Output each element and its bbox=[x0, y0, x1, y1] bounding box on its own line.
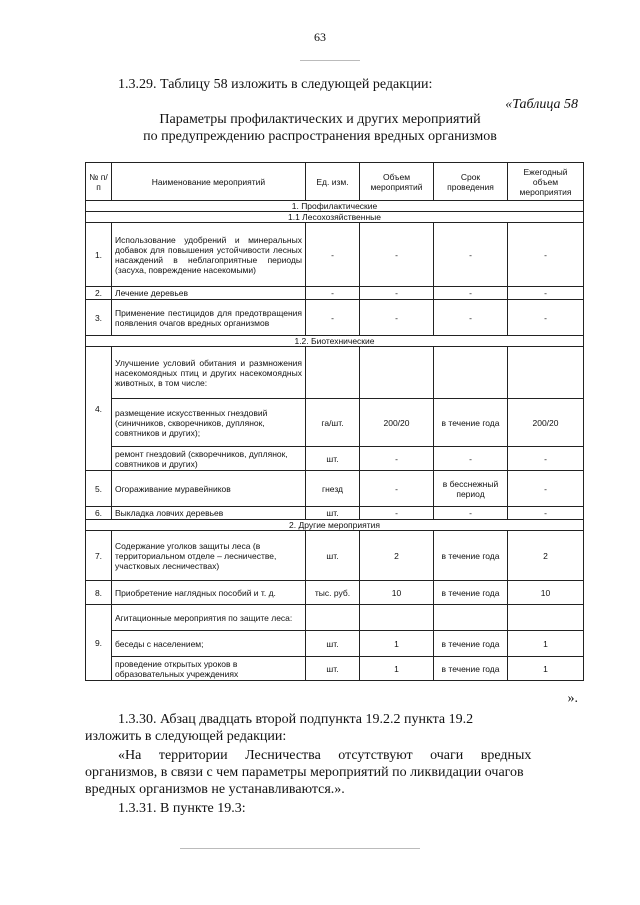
row-volume: 1 bbox=[360, 657, 434, 681]
row-name: Содержание уголков защиты леса (в территориальном отделе – лесничестве, участковых лесничествах) bbox=[112, 531, 306, 581]
header-unit: Ед. изм. bbox=[306, 163, 360, 201]
section-forestry: 1.1 Лесохозяйственные bbox=[86, 212, 584, 223]
table-subrow bbox=[86, 447, 584, 471]
row-name: Улучшение условий обитания и размножения насекомоядных птиц и других насекомоядных животных, в том числе: bbox=[112, 347, 306, 399]
row-num: 1. bbox=[86, 223, 112, 287]
row-num: 8. bbox=[86, 581, 112, 605]
row-annual: - bbox=[508, 507, 584, 520]
row-term: - bbox=[434, 447, 508, 471]
row-annual: - bbox=[508, 471, 584, 507]
table-row bbox=[86, 347, 584, 399]
row-num: 5. bbox=[86, 471, 112, 507]
row-name: Использование удобрений и минеральных добавок для повышения устойчивости лесных насаждений в неблагоприятные периоды (засуха, повреждение насекомыми) bbox=[112, 223, 306, 287]
row-name: Применение пестицидов для предотвращения появления очагов вредных организмов bbox=[112, 300, 306, 336]
row-term: в течение года bbox=[434, 657, 508, 681]
row-term: в течение года bbox=[434, 581, 508, 605]
section-row bbox=[86, 336, 584, 347]
row-annual: - bbox=[508, 447, 584, 471]
header-volume: Объем мероприятий bbox=[360, 163, 434, 201]
section-other: 2. Другие мероприятия bbox=[86, 520, 584, 531]
row-annual: 1 bbox=[508, 631, 584, 657]
row-num: 9. bbox=[86, 605, 112, 681]
table-heading-line1: Параметры профилактических и других мероприятий bbox=[159, 112, 481, 127]
row-term: в бесснежный период bbox=[434, 471, 508, 507]
row-annual: 1 bbox=[508, 657, 584, 681]
quote-line1: «На территории Лесничества отсутствуют очаги вредных bbox=[118, 748, 532, 763]
row-unit: шт. bbox=[306, 447, 360, 471]
row-name: ремонт гнездовий (скворечников, дуплянок, совятников и других) bbox=[112, 447, 306, 471]
row-annual-empty bbox=[508, 605, 584, 631]
table-row bbox=[86, 581, 584, 605]
table-caption: «Таблица 58 bbox=[505, 97, 578, 112]
row-unit: - bbox=[306, 300, 360, 336]
row-unit-empty bbox=[306, 347, 360, 399]
row-term-empty bbox=[434, 347, 508, 399]
paragraph-1330-line1: 1.3.30. Абзац двадцать второй подпункта 19.2.2 пункта 19.2 bbox=[118, 712, 474, 727]
row-volume: 200/20 bbox=[360, 399, 434, 447]
row-unit: - bbox=[306, 223, 360, 287]
closing-quote: ». bbox=[567, 691, 578, 706]
table-header-row bbox=[86, 163, 584, 201]
row-volume: - bbox=[360, 471, 434, 507]
table-row bbox=[86, 223, 584, 287]
row-annual: - bbox=[508, 223, 584, 287]
row-volume: 2 bbox=[360, 531, 434, 581]
row-volume-empty bbox=[360, 605, 434, 631]
row-annual-empty bbox=[508, 347, 584, 399]
table-subrow bbox=[86, 631, 584, 657]
scan-noise-bottom bbox=[180, 848, 420, 849]
row-unit: тыс. руб. bbox=[306, 581, 360, 605]
row-term: - bbox=[434, 300, 508, 336]
row-unit: гнезд bbox=[306, 471, 360, 507]
row-volume: 1 bbox=[360, 631, 434, 657]
row-term: в течение года bbox=[434, 631, 508, 657]
row-name: проведение открытых уроков в образовательных учреждениях bbox=[112, 657, 306, 681]
row-volume: 10 bbox=[360, 581, 434, 605]
row-term: в течение года bbox=[434, 531, 508, 581]
row-annual: - bbox=[508, 300, 584, 336]
table-row bbox=[86, 507, 584, 520]
row-annual: 2 bbox=[508, 531, 584, 581]
header-num: № п/п bbox=[86, 163, 112, 201]
table-row bbox=[86, 471, 584, 507]
row-num: 4. bbox=[86, 347, 112, 471]
row-name: беседы с населением; bbox=[112, 631, 306, 657]
row-name: Огораживание муравейников bbox=[112, 471, 306, 507]
row-num: 6. bbox=[86, 507, 112, 520]
section-preventive: 1. Профилактические bbox=[86, 201, 584, 212]
row-term: - bbox=[434, 287, 508, 300]
quote-line2: организмов, в связи с чем параметры мероприятий по ликвидации очагов bbox=[85, 765, 524, 780]
row-volume: - bbox=[360, 300, 434, 336]
table-row bbox=[86, 605, 584, 631]
measures-table bbox=[85, 162, 584, 681]
row-name: Лечение деревьев bbox=[112, 287, 306, 300]
row-name: Приобретение наглядных пособий и т. д. bbox=[112, 581, 306, 605]
row-unit: шт. bbox=[306, 657, 360, 681]
row-unit: шт. bbox=[306, 507, 360, 520]
row-annual: - bbox=[508, 287, 584, 300]
section-row bbox=[86, 520, 584, 531]
quote-line3: вредных организмов не устанавливаются.». bbox=[85, 782, 345, 797]
row-name: Агитационные мероприятия по защите леса: bbox=[112, 605, 306, 631]
row-volume-empty bbox=[360, 347, 434, 399]
table-row bbox=[86, 300, 584, 336]
row-unit-empty bbox=[306, 605, 360, 631]
table-row bbox=[86, 531, 584, 581]
table-subrow bbox=[86, 657, 584, 681]
row-volume: - bbox=[360, 223, 434, 287]
section-biotech: 1.2. Биотехнические bbox=[86, 336, 584, 347]
row-num: 2. bbox=[86, 287, 112, 300]
paragraph-1330-line2: изложить в следующей редакции: bbox=[85, 729, 287, 744]
row-annual: 10 bbox=[508, 581, 584, 605]
row-unit: шт. bbox=[306, 631, 360, 657]
row-unit: га/шт. bbox=[306, 399, 360, 447]
row-unit: - bbox=[306, 287, 360, 300]
row-name: размещение искусственных гнездовий (синичников, скворечников, дуплянок, совятников и других); bbox=[112, 399, 306, 447]
scan-noise-top bbox=[300, 60, 360, 61]
row-volume: - bbox=[360, 287, 434, 300]
header-name: Наименование мероприятий bbox=[112, 163, 306, 201]
row-volume: - bbox=[360, 507, 434, 520]
row-term: - bbox=[434, 507, 508, 520]
row-num: 7. bbox=[86, 531, 112, 581]
header-annual: Ежегодный объем мероприятия bbox=[508, 163, 584, 201]
section-row bbox=[86, 201, 584, 212]
table-subrow bbox=[86, 399, 584, 447]
row-term-empty bbox=[434, 605, 508, 631]
section-row bbox=[86, 212, 584, 223]
table-heading-line2: по предупреждению распространения вредных организмов bbox=[143, 129, 497, 144]
row-term: в течение года bbox=[434, 399, 508, 447]
row-unit: шт. bbox=[306, 531, 360, 581]
page-number: 63 bbox=[314, 30, 326, 44]
paragraph-1331: 1.3.31. В пункте 19.3: bbox=[118, 801, 246, 816]
table-row bbox=[86, 287, 584, 300]
header-term: Срок проведения bbox=[434, 163, 508, 201]
row-num: 3. bbox=[86, 300, 112, 336]
row-volume: - bbox=[360, 447, 434, 471]
row-annual: 200/20 bbox=[508, 399, 584, 447]
row-term: - bbox=[434, 223, 508, 287]
row-name: Выкладка ловчих деревьев bbox=[112, 507, 306, 520]
item-title: 1.3.29. Таблицу 58 изложить в следующей редакции: bbox=[118, 77, 433, 92]
